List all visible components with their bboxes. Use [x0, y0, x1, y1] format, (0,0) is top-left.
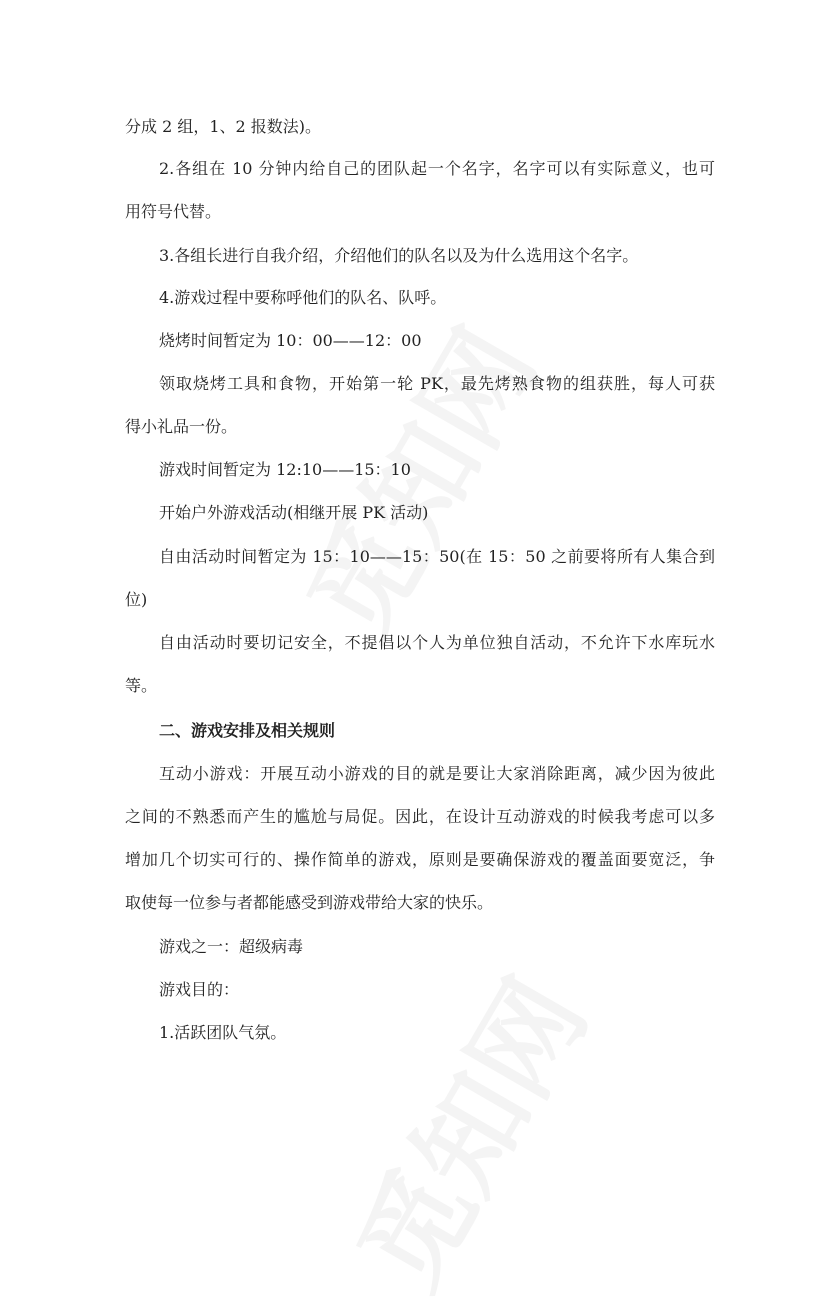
- text-line: 2.各组在 10 分钟内给自己的团队起一个名字，名字可以有实际意义，也可: [159, 159, 715, 178]
- text-line: 分成 2 组，1、2 报数法)。: [125, 117, 322, 136]
- text-line: 领取烧烤工具和食物，开始第一轮 PK，最先烤熟食物的组获胜，每人可获: [159, 374, 715, 393]
- section-heading: 二、游戏安排及相关规则: [159, 721, 336, 740]
- text-line: 自由活动时要切记安全，不提倡以个人为单位独自活动，不允许下水库玩水: [159, 633, 715, 652]
- text-line: 等。: [125, 676, 158, 695]
- watermark-bottom: [314, 947, 616, 1311]
- text-line: 3.各组长进行自我介绍，介绍他们的队名以及为什么选用这个名字。: [159, 246, 639, 265]
- text-line: 自由活动时间暂定为 15：10——15：50(在 15：50 之前要将所有人集合到: [159, 547, 715, 566]
- text-line: 游戏之一：超级病毒: [159, 937, 304, 956]
- text-line: 位): [125, 590, 148, 609]
- text-line: 游戏目的：: [159, 980, 240, 999]
- text-line: 1.活跃团队气氛。: [159, 1023, 287, 1042]
- text-line: 之间的不熟悉而产生的尴尬与局促。因此，在设计互动游戏的时候我考虑可以多: [125, 807, 715, 826]
- text-line: 得小礼品一份。: [125, 417, 238, 436]
- text-line: 4.游戏过程中要称呼他们的队名、队呼。: [159, 288, 447, 307]
- text-line: 烧烤时间暂定为 10：00——12：00: [159, 331, 422, 350]
- text-line: 游戏时间暂定为 12:10——15：10: [159, 460, 411, 479]
- text-line: 互动小游戏：开展互动小游戏的目的就是要让大家消除距离，减少因为彼此: [159, 764, 715, 783]
- text-line: 增加几个切实可行的、操作简单的游戏，原则是要确保游戏的覆盖面要宽泛，争: [125, 850, 715, 869]
- text-line: 开始户外游戏活动(相继开展 PK 活动): [159, 503, 429, 522]
- text-line: 用符号代替。: [125, 202, 222, 221]
- text-line: 取使每一位参与者都能感受到游戏带给大家的快乐。: [125, 893, 494, 912]
